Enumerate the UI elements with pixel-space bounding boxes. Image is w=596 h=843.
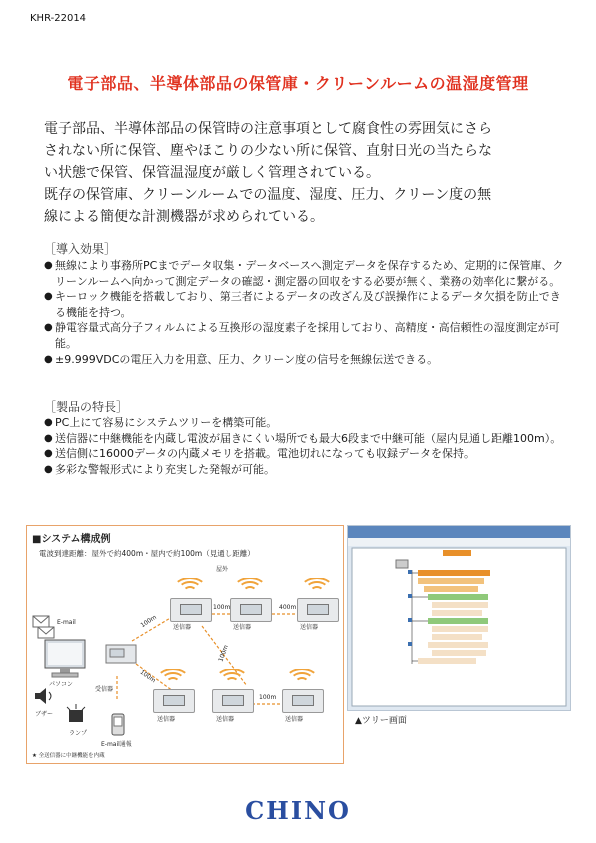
phone-icon [110, 713, 126, 737]
transmitter-label: 送信器 [233, 624, 252, 631]
features-item: ● 送信器に中継機能を内蔵し電波が届きにくい場所でも最大6段まで中継可能（屋内見通し距離100m）。 [44, 431, 564, 447]
email-label: E-mail [57, 619, 76, 626]
intro-line: されない所に保管、塵やほこりの少ない所に保管、直射日光の当たらな [44, 143, 492, 159]
system-subtitle: 電波到達距離：屋外で約400m・屋内で約100m（見通し距離） [39, 549, 255, 558]
transmitter-device [297, 598, 339, 622]
system-title: ■システム構成例 [32, 534, 111, 545]
page-title: 電子部品、半導体部品の保管庫・クリーンルームの温湿度管理 [67, 74, 529, 93]
tree-caption: ▲ツリー画面 [355, 716, 407, 726]
buzzer-label: ブザー [35, 711, 54, 718]
effects-item: ● キーロック機能を搭載しており、第三者によるデータの改ざん及び誤操作によるデータ欠損を防止できる機能を持つ。 [44, 289, 564, 320]
features-heading: ［製品の特長］ [44, 400, 129, 414]
features-item: ● 多彩な警報形式により充実した発報が可能。 [44, 462, 564, 478]
receiver-icon [105, 642, 139, 666]
features-item: ● PC上にて容易にシステムツリーを構築可能。 [44, 415, 564, 431]
radio-wave-icon [215, 669, 249, 687]
intro-line: 電子部品、半導体部品の保管時の注意事項として腐食性の雰囲気にさら [44, 121, 492, 137]
tree-screen-image [348, 526, 570, 710]
email-notify-label: E-mail通報 [101, 741, 132, 748]
transmitter-device [282, 689, 324, 713]
pc-label: パソコン [49, 681, 73, 688]
lamp-icon [65, 704, 87, 726]
effects-item: ● ±9.999VDCの電圧入力を用意、圧力、クリーン度の信号を無線伝送できる。 [44, 352, 564, 368]
effects-item: ● 静電容量式高分子フィルムによる互換形の湿度素子を採用しており、高精度・高信頼性の湿度測定が可能。 [44, 320, 564, 351]
lamp-label: ランプ [69, 730, 88, 737]
relay-note: ★ 全送信器に中継機能を内蔵 [32, 753, 105, 759]
features-list [44, 415, 564, 477]
distance-label: 100m [138, 668, 157, 685]
buzzer-icon [31, 686, 57, 706]
document-id: KHR-22014 [30, 13, 87, 24]
receiver-label: 受信器 [95, 686, 114, 693]
pc-icon [44, 639, 90, 679]
distance-label: 100m [213, 604, 231, 611]
transmitter-device [230, 598, 272, 622]
transmitter-device [170, 598, 212, 622]
radio-wave-icon [173, 578, 207, 596]
radio-wave-icon [233, 578, 267, 596]
distance-label: 100m [259, 694, 277, 701]
transmitter-label: 送信器 [285, 716, 304, 723]
features-item: ● 送信側に16000データの内蔵メモリを搭載。電池切れになっても収録データを保持。 [44, 446, 564, 462]
chino-logo: CHINO [245, 796, 351, 825]
effects-list [44, 258, 564, 367]
intro-line: 既存の保管庫、クリーンルームでの温度、湿度、圧力、クリーン度の無 [44, 187, 492, 203]
distance-label: 400m [279, 604, 297, 611]
effects-heading: ［導入効果］ [44, 242, 117, 256]
transmitter-label: 送信器 [300, 624, 319, 631]
intro-paragraph [44, 118, 564, 228]
transmitter-device [212, 689, 254, 713]
envelope-icon [31, 614, 57, 642]
intro-line: い状態で保管、保管温湿度が厳しく管理されている。 [44, 165, 380, 181]
intro-line: 線による簡便な計測機器が求められている。 [44, 209, 324, 225]
distance-label: 100m [217, 644, 230, 663]
transmitter-label: 送信器 [157, 716, 176, 723]
transmitter-device [153, 689, 195, 713]
effects-item: ● 無線により事務所PCまでデータ収集・データベースへ測定データを保存するため、定期的に保管庫、クリーンルームへ向かって測定データの確認・測定器の回収をする必要が無く、業務の効率化に繋がる。 [44, 258, 564, 289]
outdoor-label: 屋外 [216, 566, 229, 573]
transmitter-label: 送信器 [173, 624, 192, 631]
system-diagram [26, 525, 344, 764]
radio-wave-icon [285, 669, 319, 687]
tree-screen [347, 525, 571, 711]
radio-wave-icon [300, 578, 334, 596]
radio-wave-icon [156, 669, 190, 687]
transmitter-label: 送信器 [216, 716, 235, 723]
distance-label: 100m [139, 613, 158, 630]
